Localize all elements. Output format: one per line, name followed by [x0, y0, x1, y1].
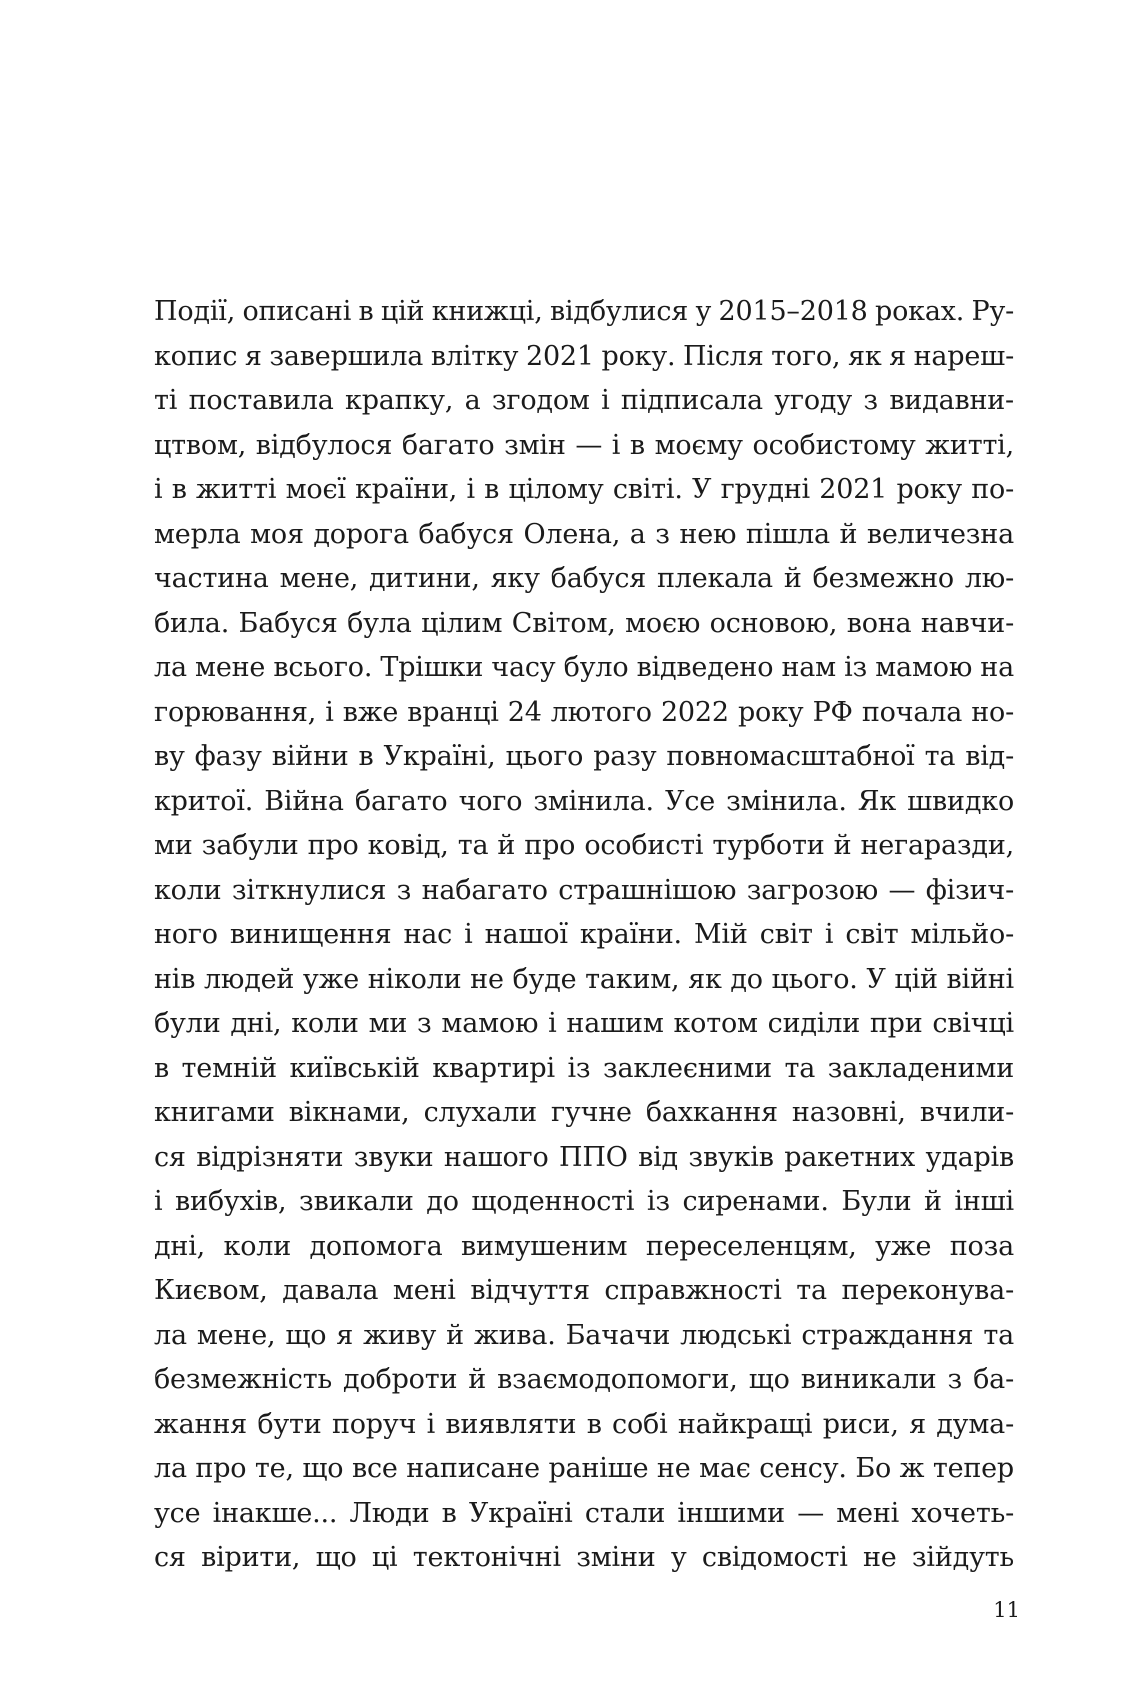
text-line: критої. Війна багато чого змінила. Усе змінила. Як швидко	[154, 785, 1014, 817]
text-line: копис я завершила влітку 2021 року. Після того, як я нареш-	[154, 340, 1014, 372]
text-line: ву фазу війни в Україні, цього разу повномасштабної та від-	[154, 741, 1014, 772]
text-line: дні, коли допомога вимушеним переселенцям, уже поза	[154, 1230, 1014, 1262]
text-line: частина мене, дитини, яку бабуся плекала й безмежно лю-	[154, 563, 1014, 594]
text-line: горювання, і вже вранці 24 лютого 2022 року РФ почала но-	[154, 696, 1014, 728]
text-line: жання бути поруч і виявляти в собі найкращі риси, я дума-	[154, 1408, 1014, 1440]
text-line: ся вірити, що ці тектонічні зміни у свідомості не зійдуть	[154, 1542, 1014, 1573]
text-line: книгами вікнами, слухали гучне бахкання назовні, вчили-	[154, 1097, 1014, 1128]
text-line: були дні, коли ми з мамою і нашим котом сиділи при свічці	[154, 1008, 1014, 1039]
text-line: коли зіткнулися з набагато страшнішою загрозою — фізич-	[154, 874, 1014, 906]
text-line: Києвом, давала мені відчуття справжності та переконува-	[154, 1275, 1014, 1306]
text-line: і в житті моєї країни, і в цілому світі. У грудні 2021 року по-	[154, 474, 1014, 505]
text-line: ла мене, що я живу й жива. Бачачи людські страждання та	[154, 1319, 1014, 1351]
text-line: усе інакше... Люди в Україні стали іншими — мені хочеть-	[154, 1497, 1014, 1529]
page-number: 11	[993, 1598, 1020, 1622]
body-text	[154, 290, 1014, 1581]
text-line: безмежність доброти й взаємодопомоги, що виникали з ба-	[154, 1364, 1014, 1395]
text-line: цтвом, відбулося багато змін — і в моєму особистому житті,	[154, 429, 1014, 461]
text-line: ного винищення нас і нашої країни. Мій світ і світ мільйо-	[154, 919, 1014, 950]
text-line: мерла моя дорога бабуся Олена, а з нею пішла й величезна	[154, 518, 1014, 550]
text-line: Події, описані в цій книжці, відбулися у 2015–2018 роках. Ру-	[154, 296, 1015, 327]
text-line: нів людей уже ніколи не буде таким, як до цього. У цій війні	[154, 963, 1014, 995]
text-line: ті поставила крапку, а згодом і підписала угоду з видавни-	[154, 385, 1014, 416]
text-line: била. Бабуся була цілим Світом, моєю основою, вона навчи-	[154, 607, 1014, 639]
text-line: ла мене всього. Трішки часу було відведено нам із мамою на	[154, 652, 1014, 683]
text-line: ся відрізняти звуки нашого ППО від звуків ракетних ударів	[154, 1141, 1014, 1173]
text-line: і вибухів, звикали до щоденності із сиренами. Були й інші	[154, 1186, 1014, 1217]
text-line: в темній київській квартирі із заклеєними та закладеними	[154, 1052, 1014, 1084]
text-line: ми забули про ковід, та й про особисті турботи й негаразди,	[154, 830, 1014, 861]
text-line: ла про те, що все написане раніше не має сенсу. Бо ж тепер	[154, 1453, 1014, 1484]
